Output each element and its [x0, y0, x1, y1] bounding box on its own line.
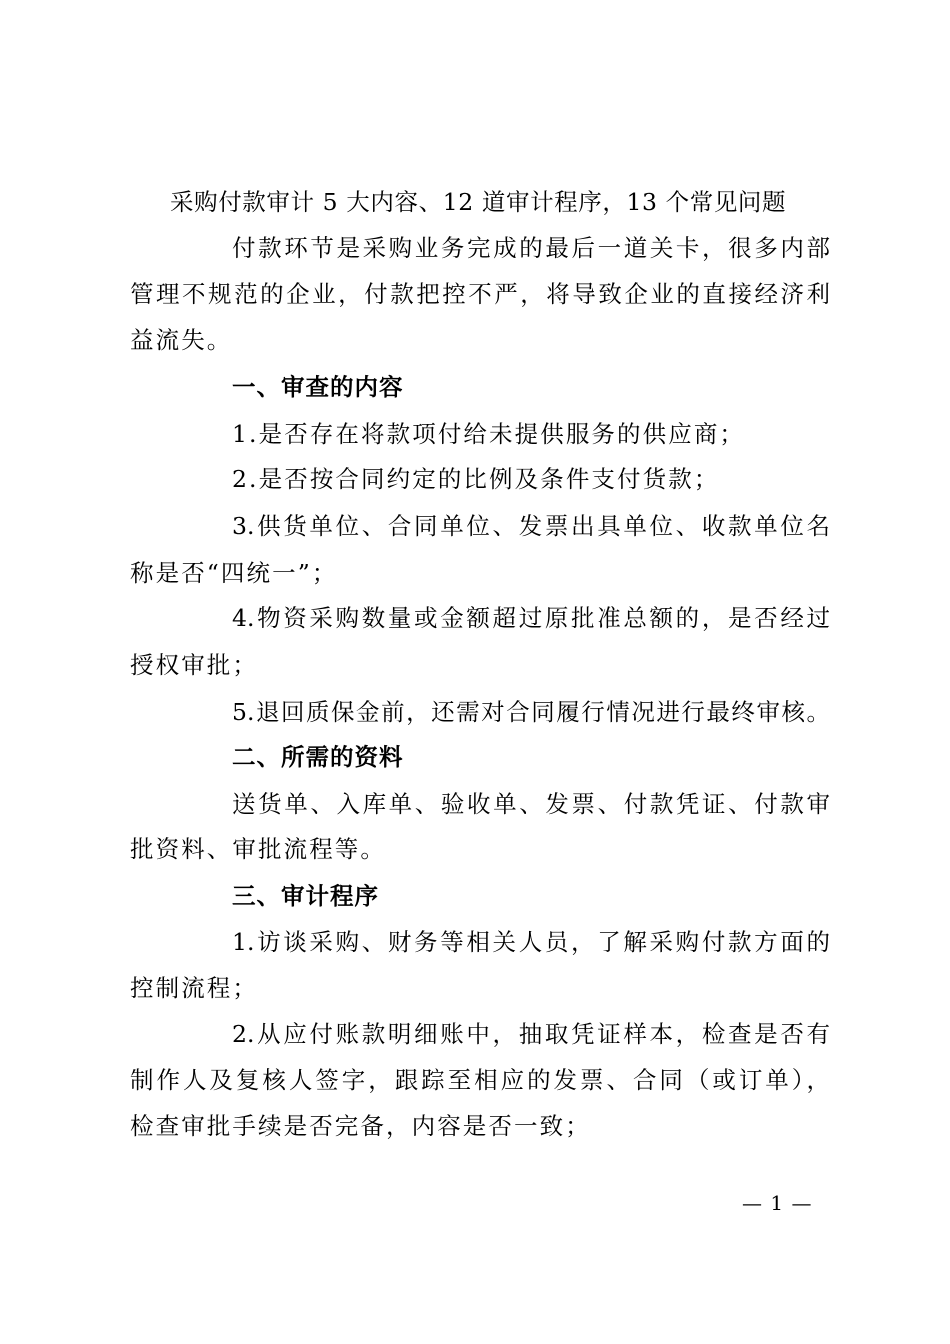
- review-item-4-line-1: 4.物资采购数量或金额超过原批准总额的，是否经过: [232, 604, 830, 632]
- page-number: — 1 —: [742, 1191, 813, 1215]
- intro-line-1: 付款环节是采购业务完成的最后一道关卡，很多内部: [232, 234, 830, 262]
- document-title: 采购付款审计 5 大内容、12 道审计程序，13 个常见问题: [170, 188, 787, 216]
- intro-line-3: 益流失。: [130, 326, 233, 354]
- section-heading-review-content: 一、审查的内容: [232, 373, 404, 401]
- procedure-2-line-2: 制作人及复核人签字，跟踪至相应的发票、合同（或订单），: [130, 1066, 830, 1094]
- section-heading-required-materials: 二、所需的资料: [232, 743, 404, 771]
- materials-line-2: 批资料、审批流程等。: [130, 835, 386, 863]
- review-item-1: 1.是否存在将款项付给未提供服务的供应商；: [232, 420, 746, 448]
- procedure-2-line-3: 检查审批手续是否完备，内容是否一致；: [130, 1112, 591, 1140]
- procedure-2-line-1: 2.从应付账款明细账中，抽取凭证样本，检查是否有: [232, 1020, 830, 1048]
- review-item-3-line-2: 称是否“四统一”；: [130, 559, 338, 587]
- review-item-4-line-2: 授权审批；: [130, 651, 258, 679]
- procedure-1-line-1: 1.访谈采购、财务等相关人员，了解采购付款方面的: [232, 928, 830, 956]
- review-item-5: 5.退回质保金前，还需对合同履行情况进行最终审核。: [232, 698, 830, 726]
- materials-line-1: 送货单、入库单、验收单、发票、付款凭证、付款审: [232, 790, 830, 818]
- section-heading-audit-procedures: 三、审计程序: [232, 882, 379, 910]
- procedure-1-line-2: 控制流程；: [130, 974, 258, 1002]
- intro-line-2: 管理不规范的企业，付款把控不严，将导致企业的直接经济利: [130, 280, 830, 308]
- review-item-3-line-1: 3.供货单位、合同单位、发票出具单位、收款单位名: [232, 512, 830, 540]
- review-item-2: 2.是否按合同约定的比例及条件支付货款；: [232, 465, 720, 493]
